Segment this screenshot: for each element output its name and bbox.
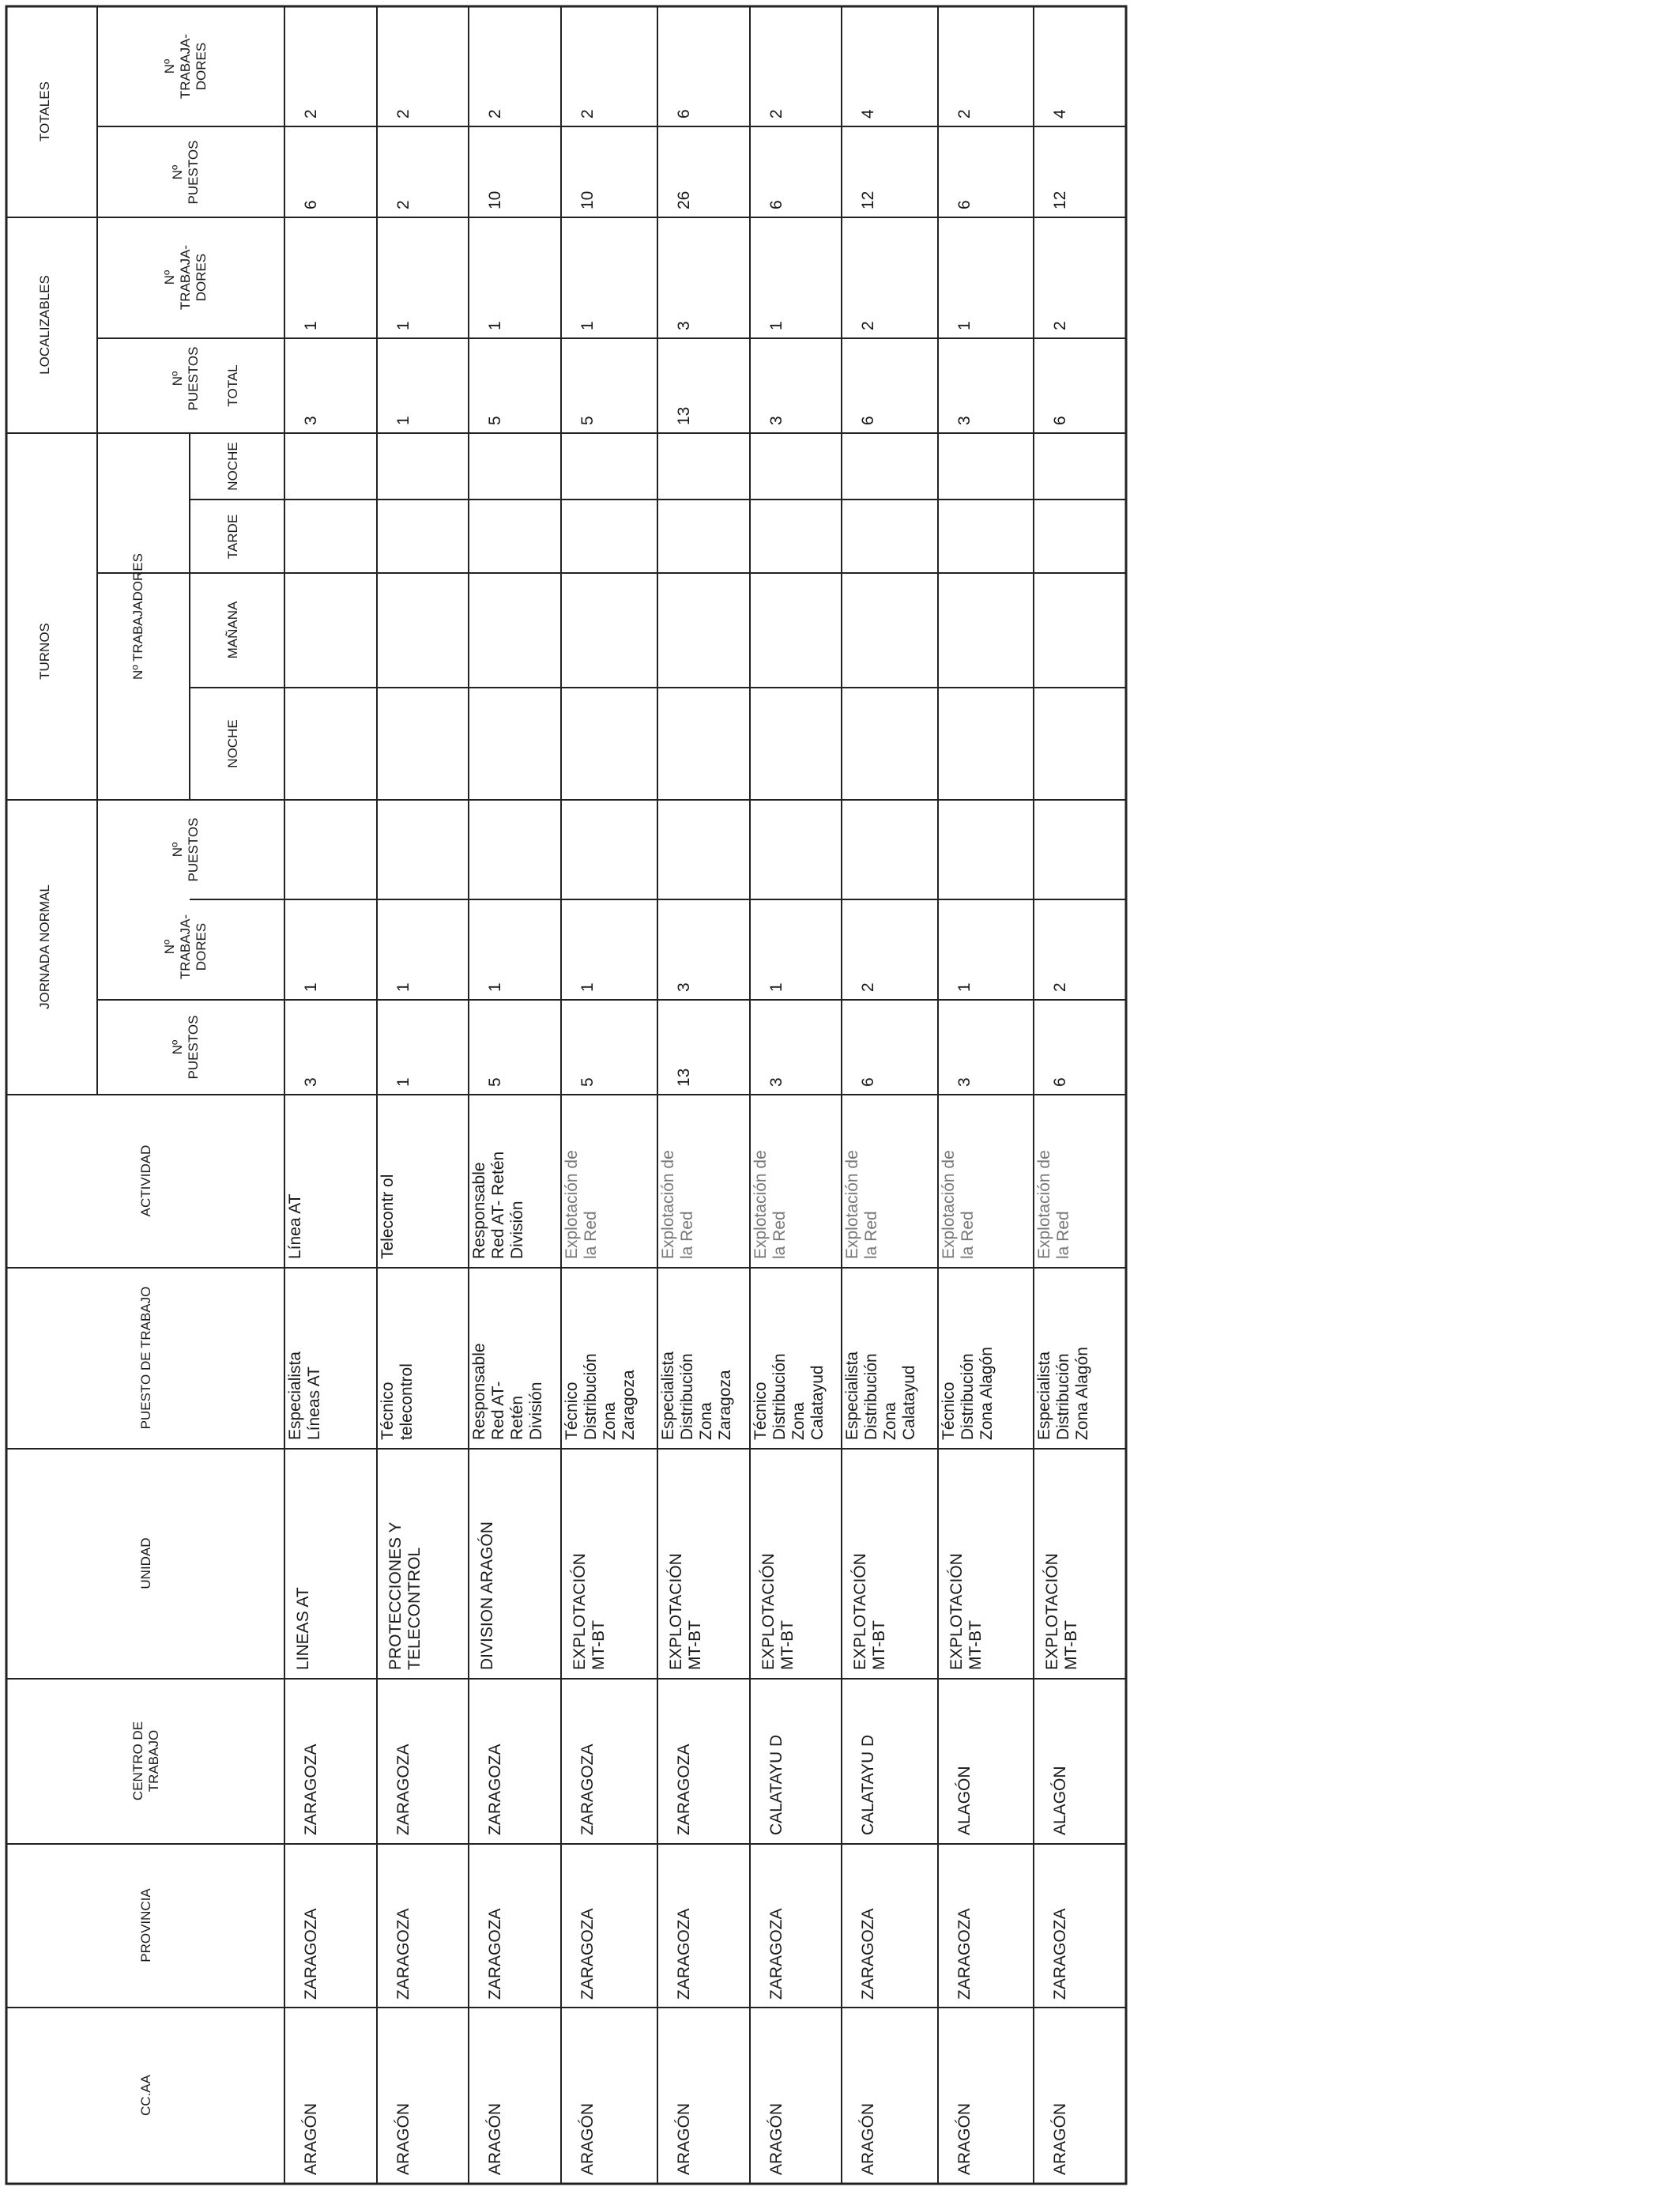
cell-actividad: Telecontr ol xyxy=(379,1174,397,1259)
cell-jn-trabajadores: 1 xyxy=(486,982,504,992)
header-jn-puestos: NºPUESTOS xyxy=(170,1015,201,1080)
header-turnos-tarde: TARDE xyxy=(225,514,240,560)
header-puesto: PUESTO DE TRABAJO xyxy=(138,1286,153,1430)
cell-tot-puestos: 12 xyxy=(859,190,877,209)
cell-centro: ZARAGOZA xyxy=(302,1744,320,1835)
cell-centro: ALAGÓN xyxy=(955,1766,974,1835)
cell-actividad: Línea AT xyxy=(286,1193,304,1259)
header-turnos-noche2: NOCHE xyxy=(225,442,240,491)
cell-loc-puestos: 3 xyxy=(302,416,320,425)
cell-jn-trabajadores: 1 xyxy=(302,982,320,992)
cell-loc-puestos: 3 xyxy=(955,416,974,425)
cell-jn-puestos: 6 xyxy=(1051,1077,1069,1087)
cell-provincia: ZARAGOZA xyxy=(675,1908,693,2000)
cell-ccaa: ARAGÓN xyxy=(578,2102,597,2175)
cell-loc-puestos: 1 xyxy=(394,416,412,425)
cell-puesto: TécnicoDistribuciónZonaZaragoza xyxy=(563,1353,638,1440)
header-turnos: TURNOS xyxy=(37,623,52,680)
cell-provincia: ZARAGOZA xyxy=(767,1908,785,2000)
cell-tot-puestos: 6 xyxy=(302,200,320,209)
cell-provincia: ZARAGOZA xyxy=(486,1908,504,2000)
cell-centro: CALATAYU D xyxy=(767,1734,785,1835)
header-provincia: PROVINCIA xyxy=(138,1888,153,1962)
cell-ccaa: ARAGÓN xyxy=(675,2102,693,2175)
cell-actividad: Explotación dela Red xyxy=(563,1150,600,1259)
cell-loc-trabajadores: 1 xyxy=(486,321,504,330)
cell-unidad: EXPLOTACIÓNMT-BT xyxy=(667,1553,704,1670)
cell-loc-trabajadores: 1 xyxy=(955,321,974,330)
header-tot-trabajadores: NºTRABAJA-DORES xyxy=(162,33,209,100)
header-loc-puestos: NºPUESTOS xyxy=(170,346,201,411)
cell-ccaa: ARAGÓN xyxy=(394,2102,412,2175)
header-jornada-normal: JORNADA NORMAL xyxy=(37,884,52,1009)
header-ccaa: CC.AA xyxy=(138,2075,153,2116)
cell-jn-trabajadores: 1 xyxy=(955,982,974,992)
cell-jn-trabajadores: 1 xyxy=(767,982,785,992)
cell-puesto: ResponsableRed AT-ReténDivisión xyxy=(470,1343,545,1440)
cell-tot-puestos: 12 xyxy=(1051,190,1069,209)
cell-loc-trabajadores: 1 xyxy=(394,321,412,330)
cell-ccaa: ARAGÓN xyxy=(486,2102,504,2175)
cell-tot-trabajadores: 2 xyxy=(394,109,412,119)
cell-centro: ZARAGOZA xyxy=(486,1744,504,1835)
cell-tot-trabajadores: 2 xyxy=(767,109,785,119)
header-turnos-total: TOTAL xyxy=(225,364,240,407)
cell-unidad: EXPLOTACIÓNMT-BT xyxy=(851,1553,888,1670)
cell-unidad: DIVISION ARAGÓN xyxy=(478,1521,496,1670)
header-centro: CENTRO DETRABAJO xyxy=(130,1721,161,1801)
cell-puesto: TécnicoDistribuciónZonaCalatayud xyxy=(751,1353,827,1440)
cell-loc-puestos: 3 xyxy=(767,416,785,425)
cell-tot-trabajadores: 2 xyxy=(578,109,597,119)
header-unidad: UNIDAD xyxy=(138,1537,153,1589)
header-turnos-manana: MAÑANA xyxy=(225,601,240,659)
cell-loc-puestos: 5 xyxy=(578,416,597,425)
cell-puesto: EspecialistaLíneas AT xyxy=(286,1351,323,1440)
cell-puesto: TécnicoDistribuciónZona Alagón xyxy=(940,1347,996,1440)
cell-unidad: LINEAS AT xyxy=(294,1587,312,1670)
cell-puesto: EspecialistaDistribuciónZona Alagón xyxy=(1035,1347,1091,1440)
cell-tot-trabajadores: 4 xyxy=(859,109,877,119)
cell-centro: ZARAGOZA xyxy=(578,1744,597,1835)
cell-tot-trabajadores: 2 xyxy=(302,109,320,119)
cell-provincia: ZARAGOZA xyxy=(859,1908,877,2000)
cell-provincia: ZARAGOZA xyxy=(1051,1908,1069,2000)
cell-actividad: Explotación dela Red xyxy=(751,1150,789,1259)
cell-jn-puestos: 3 xyxy=(302,1077,320,1087)
cell-tot-puestos: 26 xyxy=(675,190,693,209)
header-totales: TOTALES xyxy=(37,81,52,141)
cell-puesto: EspecialistaDistribuciónZonaZaragoza xyxy=(659,1351,734,1440)
header-actividad: ACTIVIDAD xyxy=(138,1144,153,1217)
cell-tot-puestos: 10 xyxy=(486,190,504,209)
cell-unidad: PROTECCIONES YTELECONTROL xyxy=(386,1521,424,1670)
cell-centro: ZARAGOZA xyxy=(675,1744,693,1835)
header-localizables: LOCALIZABLES xyxy=(37,275,52,375)
cell-jn-trabajadores: 2 xyxy=(859,982,877,992)
cell-puesto: EspecialistaDistribuciónZonaCalatayud xyxy=(843,1351,918,1440)
cell-jn-puestos: 13 xyxy=(675,1068,693,1087)
header-turnos-noche: NOCHE xyxy=(225,719,240,768)
cell-jn-trabajadores: 2 xyxy=(1051,982,1069,992)
cell-actividad: Explotación dela Red xyxy=(659,1150,696,1259)
cell-jn-trabajadores: 1 xyxy=(394,982,412,992)
cell-ccaa: ARAGÓN xyxy=(767,2102,785,2175)
cell-tot-puestos: 6 xyxy=(767,200,785,209)
cell-unidad: EXPLOTACIÓNMT-BT xyxy=(759,1553,797,1670)
cell-jn-trabajadores: 3 xyxy=(675,982,693,992)
cell-provincia: ZARAGOZA xyxy=(955,1908,974,2000)
cell-loc-trabajadores: 3 xyxy=(675,321,693,330)
cell-loc-trabajadores: 2 xyxy=(1051,321,1069,330)
cell-tot-trabajadores: 6 xyxy=(675,109,693,119)
cell-unidad: EXPLOTACIÓNMT-BT xyxy=(1043,1553,1080,1670)
cell-centro: CALATAYU D xyxy=(859,1734,877,1835)
cell-puesto: Técnicotelecontrol xyxy=(379,1363,416,1440)
cell-centro: ZARAGOZA xyxy=(394,1744,412,1835)
cell-loc-puestos: 13 xyxy=(675,406,693,425)
header-tot-puestos: NºPUESTOS xyxy=(170,140,201,205)
cell-tot-trabajadores: 4 xyxy=(1051,109,1069,119)
cell-actividad: Explotación dela Red xyxy=(940,1150,977,1259)
cell-tot-puestos: 10 xyxy=(578,190,597,209)
cell-loc-trabajadores: 1 xyxy=(767,321,785,330)
cell-ccaa: ARAGÓN xyxy=(1051,2102,1069,2175)
header-loc-trabajadores: NºTRABAJA-DORES xyxy=(162,244,209,311)
cell-unidad: EXPLOTACIÓNMT-BT xyxy=(947,1553,985,1670)
header-turnos-trabajadores: Nº TRABAJADORES xyxy=(130,553,145,680)
cell-tot-puestos: 2 xyxy=(394,200,412,209)
cell-actividad: Explotación dela Red xyxy=(1035,1150,1072,1259)
header-turnos-puestos: NºPUESTOS xyxy=(170,817,201,882)
cell-actividad: ResponsableRed AT- ReténDivisión xyxy=(470,1151,526,1259)
cell-loc-trabajadores: 1 xyxy=(578,321,597,330)
cell-jn-puestos: 3 xyxy=(955,1077,974,1087)
cell-centro: ALAGÓN xyxy=(1051,1766,1069,1835)
cell-provincia: ZARAGOZA xyxy=(394,1908,412,2000)
cell-jn-trabajadores: 1 xyxy=(578,982,597,992)
header-jn-trabajadores: NºTRABAJA-DORES xyxy=(162,914,209,980)
cell-loc-puestos: 6 xyxy=(1051,416,1069,425)
cell-jn-puestos: 5 xyxy=(578,1077,597,1087)
cell-loc-puestos: 5 xyxy=(486,416,504,425)
cell-jn-puestos: 5 xyxy=(486,1077,504,1087)
cell-provincia: ZARAGOZA xyxy=(578,1908,597,2000)
cell-jn-puestos: 6 xyxy=(859,1077,877,1087)
cell-loc-trabajadores: 1 xyxy=(302,321,320,330)
cell-jn-puestos: 1 xyxy=(394,1077,412,1087)
cell-loc-puestos: 6 xyxy=(859,416,877,425)
cell-unidad: EXPLOTACIÓNMT-BT xyxy=(571,1553,608,1670)
cell-actividad: Explotación dela Red xyxy=(843,1150,880,1259)
cell-tot-puestos: 6 xyxy=(955,200,974,209)
cell-provincia: ZARAGOZA xyxy=(302,1908,320,2000)
cell-tot-trabajadores: 2 xyxy=(486,109,504,119)
cell-ccaa: ARAGÓN xyxy=(859,2102,877,2175)
cell-ccaa: ARAGÓN xyxy=(302,2102,320,2175)
cell-tot-trabajadores: 2 xyxy=(955,109,974,119)
cell-loc-trabajadores: 2 xyxy=(859,321,877,330)
cell-ccaa: ARAGÓN xyxy=(955,2102,974,2175)
cell-jn-puestos: 3 xyxy=(767,1077,785,1087)
